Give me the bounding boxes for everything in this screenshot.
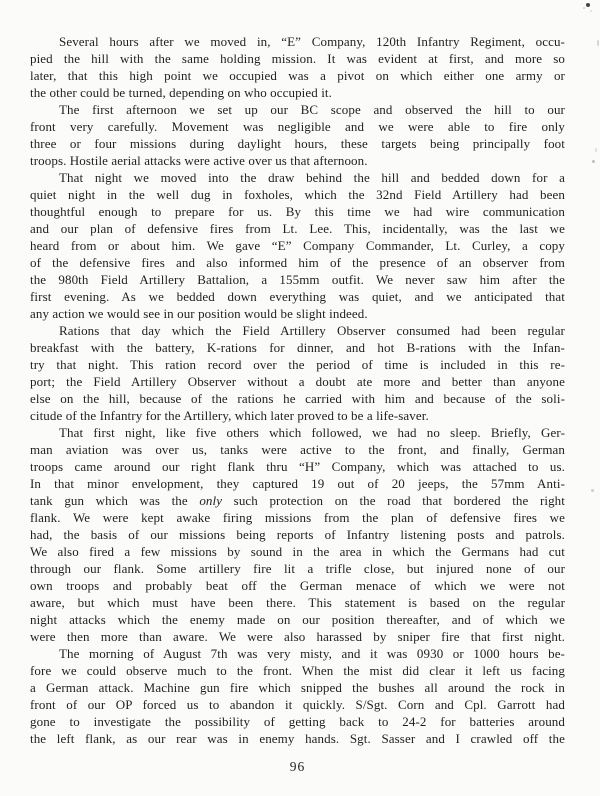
text-line: any action we would see in our position would be slight indeed. — [30, 306, 368, 321]
text-line: tank gun which was the only such protection on the road that bordered the right — [30, 493, 565, 508]
text-line: try that night. This ration record over the period of time is included in this re- — [30, 357, 565, 372]
text-line: troops came around our right flank thru “H” Company, which was attached to us. — [30, 459, 565, 474]
scan-speck — [592, 160, 595, 163]
text-line: gone to investigate the possibility of getting back to 24-2 for batteries around — [30, 714, 565, 729]
text-line: heard from or about him. We gave “E” Company Commander, Lt. Curley, a copy — [30, 238, 565, 253]
text-line: citude of the Infantry for the Artillery, which later proved to be a life-saver. — [30, 408, 429, 423]
text-line: front very carefully. Movement was negligible and we were able to fire only — [30, 119, 565, 134]
text-line: had, the basis of our missions being reports of Infantry listening posts and patrols. — [30, 527, 565, 542]
text-line: In that minor envelopment, they captured 19 out of 20 jeeps, the 57mm Anti- — [30, 476, 565, 491]
page-number: 96 — [289, 759, 306, 774]
scan-speck — [586, 3, 590, 7]
text-line: front of our OP forced us to abandon it quickly. S/Sgt. Corn and Cpl. Garrott had — [30, 697, 565, 712]
text-line: thoughtful enough to prepare for us. By this time we had wire communication — [30, 204, 565, 219]
text-line: pied the hill with the same holding mission. It was evident at first, and more so — [30, 51, 565, 66]
text-line: troops. Hostile aerial attacks were active over us that afternoon. — [30, 153, 368, 168]
body-text — [30, 33, 565, 747]
text-line: later, that this high point we occupied was a pivot on which either one army or — [30, 68, 565, 83]
text-line: The morning of August 7th was very misty, and it was 0930 or 1000 hours be- — [59, 646, 565, 661]
text-line: were then more than aware. We were also harassed by sniper fire that first night. — [30, 629, 565, 644]
text-line: That night we moved into the draw behind the hill and bedded down for a — [59, 170, 565, 185]
text-line: breakfast with the battery, K-rations for dinner, and hot B-rations with the Infan- — [30, 340, 565, 355]
text-line: through our flank. Some artillery fire lit a trifle close, but injured none of our — [30, 561, 565, 576]
text-line: We also fired a few missions by sound in the area in which the Germans had cut — [30, 544, 565, 559]
scan-speck — [595, 148, 597, 152]
text-line: fore we could observe much to the front. When the mist did clear it left us facing — [30, 663, 565, 678]
text-line: quiet night in the well dug in foxholes, which the 32nd Field Artillery had been — [30, 187, 565, 202]
scan-speck — [597, 40, 599, 46]
text-line: else on the hill, because of the rations he carried with him and because of the soli- — [30, 391, 565, 406]
text-line: aware, but which must have been there. This statement is based on the regular — [30, 595, 565, 610]
text-line: man aviation was over us, tanks were active to the front, and finally, German — [30, 442, 565, 457]
text-line: the 980th Field Artillery Battalion, a 155mm outfit. We never saw him after the — [30, 272, 565, 287]
text-line: and our plan of defensive fires from Lt. Lee. This, incidentally, was the last we — [30, 221, 565, 236]
text-line: own troops and probably beat off the German menace of which we were not — [30, 578, 565, 593]
text-line: port; the Field Artillery Observer without a doubt ate more and better than anyone — [30, 374, 565, 389]
text-line: That first night, like five others which followed, we had no sleep. Briefly, Ger- — [59, 425, 565, 440]
text-line: the left flank, as our rear was in enemy hands. Sgt. Sasser and I crawled off the — [30, 731, 565, 746]
scan-speck — [591, 489, 594, 492]
text-line: of the defensive fires and also informed him of the presence of an observer from — [30, 255, 565, 270]
text-line: flank. We were kept awake firing missions from the plan of defensive fires we — [30, 510, 565, 525]
text-line: Rations that day which the Field Artillery Observer consumed had been regular — [59, 323, 565, 338]
text-line: a German attack. Machine gun fire which snipped the bushes all around the rock in — [30, 680, 565, 695]
text-line: The first afternoon we set up our BC scope and observed the hill to our — [59, 102, 565, 117]
text-line: three or four missions during daylight hours, these targets being principally foot — [30, 136, 565, 151]
text-line: the other could be turned, depending on who occupied it. — [30, 85, 332, 100]
text-line: night attacks which the enemy made on our position thereafter, and of which we — [30, 612, 565, 627]
text-line: first evening. As we bedded down everything was quiet, and we anticipated that — [30, 289, 565, 304]
text-line: Several hours after we moved in, “E” Company, 120th Infantry Regiment, occu- — [59, 34, 565, 49]
